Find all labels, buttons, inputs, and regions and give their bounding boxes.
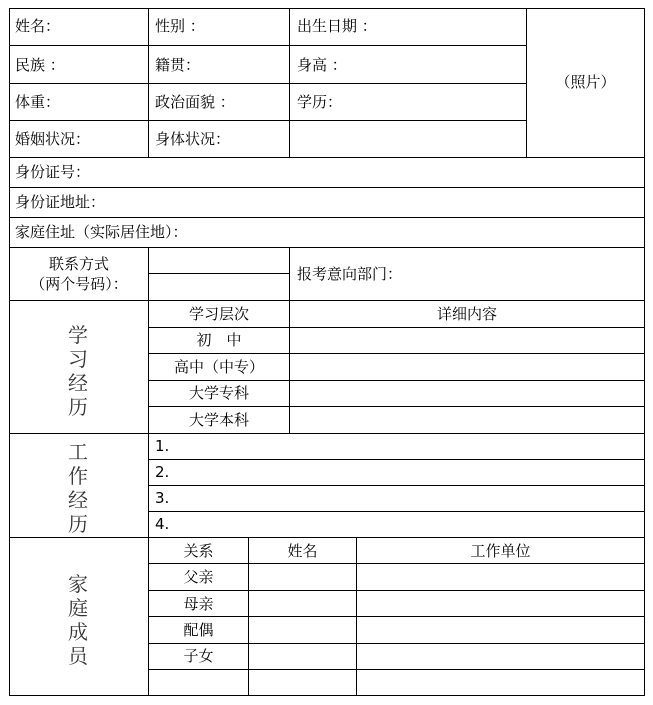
study-detail-header: 详细内容: [436, 305, 497, 323]
phone-1-field[interactable]: [149, 248, 289, 273]
work-item[interactable]: 2.: [155, 463, 170, 481]
id-address-label[interactable]: 身份证地址：: [15, 193, 106, 211]
study-level-row: 大学专科: [188, 384, 249, 402]
marital-status-label[interactable]: 婚姻状况：: [15, 130, 91, 148]
id-number-label[interactable]: 身份证号：: [15, 163, 91, 181]
family-relation-row: 子女: [183, 647, 214, 665]
name-label[interactable]: 姓名：: [15, 17, 61, 35]
family-relation-row: 母亲: [183, 595, 214, 613]
family-name-header: 姓名: [287, 542, 318, 560]
family-relation-header: 关系: [183, 542, 214, 560]
study-level-row: 初 中: [196, 331, 242, 349]
family-section-title: 家 庭 成 员: [68, 572, 88, 668]
home-address-label[interactable]: 家庭住址（实际居住地）：: [15, 223, 188, 241]
work-item[interactable]: 4.: [155, 515, 170, 533]
phone-2-field[interactable]: [149, 274, 289, 300]
family-relation-row: 配偶: [183, 621, 214, 639]
work-item[interactable]: 1.: [155, 437, 170, 455]
family-work-header: 工作单位: [470, 542, 531, 560]
study-level-row: 高中（中专）: [173, 358, 264, 376]
work-item[interactable]: 3.: [155, 489, 170, 507]
family-relation-row: 父亲: [183, 568, 214, 586]
contact-label-note: （两个号码）：: [30, 275, 128, 293]
height-label[interactable]: 身高 ：: [297, 56, 347, 74]
study-section-title: 学 习 经 历: [68, 323, 88, 419]
study-level-header: 学习层次: [188, 305, 249, 323]
education-label[interactable]: 学历：: [297, 93, 343, 111]
photo-placeholder[interactable]: （照片）: [555, 73, 616, 91]
ethnicity-label[interactable]: 民族 ：: [15, 56, 65, 74]
native-place-label[interactable]: 籍贯：: [155, 56, 201, 74]
study-level-row: 大学本科: [188, 411, 249, 429]
political-status-label[interactable]: 政治面貌 ：: [155, 93, 235, 111]
gender-label[interactable]: 性别 ：: [155, 17, 205, 35]
birth-date-label[interactable]: 出生日期 ：: [297, 17, 377, 35]
weight-label[interactable]: 体重：: [15, 93, 61, 111]
department-label[interactable]: 报考意向部门：: [297, 265, 403, 283]
work-section-title: 工 作 经 历: [68, 440, 88, 536]
contact-label: 联系方式: [48, 255, 109, 273]
health-label[interactable]: 身体状况：: [155, 130, 231, 148]
